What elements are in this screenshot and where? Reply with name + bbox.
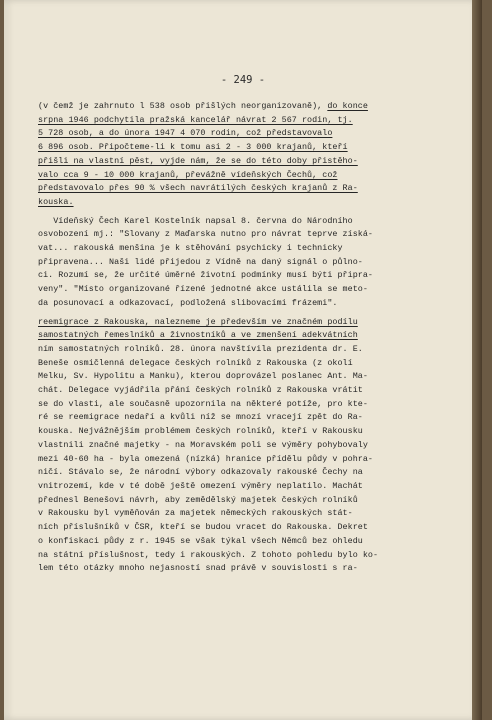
text-line: reemigrace z Rakouska, nalezneme je především ve značném podílu <box>38 316 358 327</box>
text-line: přišli na vlastní pěst, vyjde nám, že se do této doby přistěho- <box>38 155 358 166</box>
text-line: kouska. <box>38 196 74 207</box>
text-line: vnitrozemí, kde v té době ještě omezení výměry neplatilo. Machát <box>38 480 363 491</box>
text-line: vat... rakouská menšina je k stěhování psychicky i technicky <box>38 243 343 254</box>
text-line: mezi 40-60 ha - byla omezená (nízká) hranice přídělu půdy v pohra- <box>38 453 374 464</box>
text-line: Melku, Sv. Hypolitu a Manku), kterou doprovázel poslanec Ant. Ma- <box>38 371 368 382</box>
text-line: ním samostatných rolníků. 28. února navštívila prezidenta dr. E. <box>38 343 363 354</box>
text-line: představovalo přes 90 % všech navrátilých českých krajanů z Ra- <box>38 183 358 194</box>
body-text <box>38 100 454 576</box>
text-line: v Rakousku byl vyměňován za majetek německých rakouských stát- <box>38 508 353 519</box>
text-line: srpna 1946 podchytila pražská kancelář návrat 2 567 rodin, tj. <box>38 114 353 125</box>
text-line: připravena... Naši lidé přijedou z Vídně na daný signál o půlno- <box>38 256 363 267</box>
text-line: valo cca 9 - 10 000 krajanů, převážně vídeňských Čechů, což <box>38 169 338 180</box>
text-line: se do vlasti, ale současně upozornila na některé potíže, pro kte- <box>38 398 368 409</box>
text-line: o konfiskaci půdy z r. 1945 se však týkal všech Němců bez ohledu <box>38 535 363 546</box>
text-line: ci. Rozumí se, že určité úměrné životní podmínky musí býti připra- <box>38 270 374 281</box>
text-line: vlastnili značné majetky - na Moravském poli se výměry pohybovaly <box>38 439 368 450</box>
text-line: kouska. Nejvážnějším problémem českých rolníků, kteří v Rakousku <box>38 426 363 437</box>
text-line: ré se reemigrace nedaří a kvůli níž se mnozí vracejí zpět do Ra- <box>38 412 363 423</box>
text-line: Beneše osmičlenná delegace českých rolníků z Rakouska (z okolí <box>38 357 353 368</box>
text-line: přednesl Benešovi návrh, aby zemědělský majetek českých rolníků <box>38 494 358 505</box>
text-line: samostatných řemeslníků a živnostníků a ve zmenšení adekvátních <box>38 330 358 341</box>
text-line: ních příslušníků v ČSR, kteří se budou vracet do Rakouska. Dekret <box>38 522 368 533</box>
text-line: ničí. Stávalo se, že národní výbory odkazovaly rakouské Čechy na <box>38 467 363 478</box>
text-line: Vídeňský Čech Karel Kostelník napsal 8. června do Národního <box>38 215 353 226</box>
text-line: veny". "Místo organizované řízené jednotné akce ustálila se meto- <box>38 284 368 295</box>
text-line: 6 896 osob. Připočteme-li k tomu asi 2 - 3 000 krajanů, kteří <box>38 142 348 153</box>
text-line: chát. Delegace vyjádřila přání českých rolníků z Rakouska vrátit <box>38 385 363 396</box>
text-line: lem této otázky mnoho nejasností snad právě v souvislosti s ra- <box>38 563 358 574</box>
underlined-segment: do konce <box>327 101 368 111</box>
text-line: na státní příslušnost, tedy i rakouských. Z tohoto pohledu bylo ko- <box>38 549 379 560</box>
document-page <box>4 0 482 720</box>
text-segment: (v čemž je zahrnuto l 538 osob přišlých neorganizovaně), <box>38 101 328 111</box>
page-binding-edge <box>472 0 482 720</box>
text-line: 5 728 osob, a do února 1947 4 070 rodin, což představovalo <box>38 128 333 139</box>
text-line: osvobození mj.: "Slovany z Maďarska nutno pro návrat teprve získá- <box>38 229 374 240</box>
text-line <box>38 100 454 114</box>
text-line: da posunovací a odkazovací, podložená slibovacími frázemi". <box>38 297 338 308</box>
page-number: - 249 - <box>220 74 266 86</box>
